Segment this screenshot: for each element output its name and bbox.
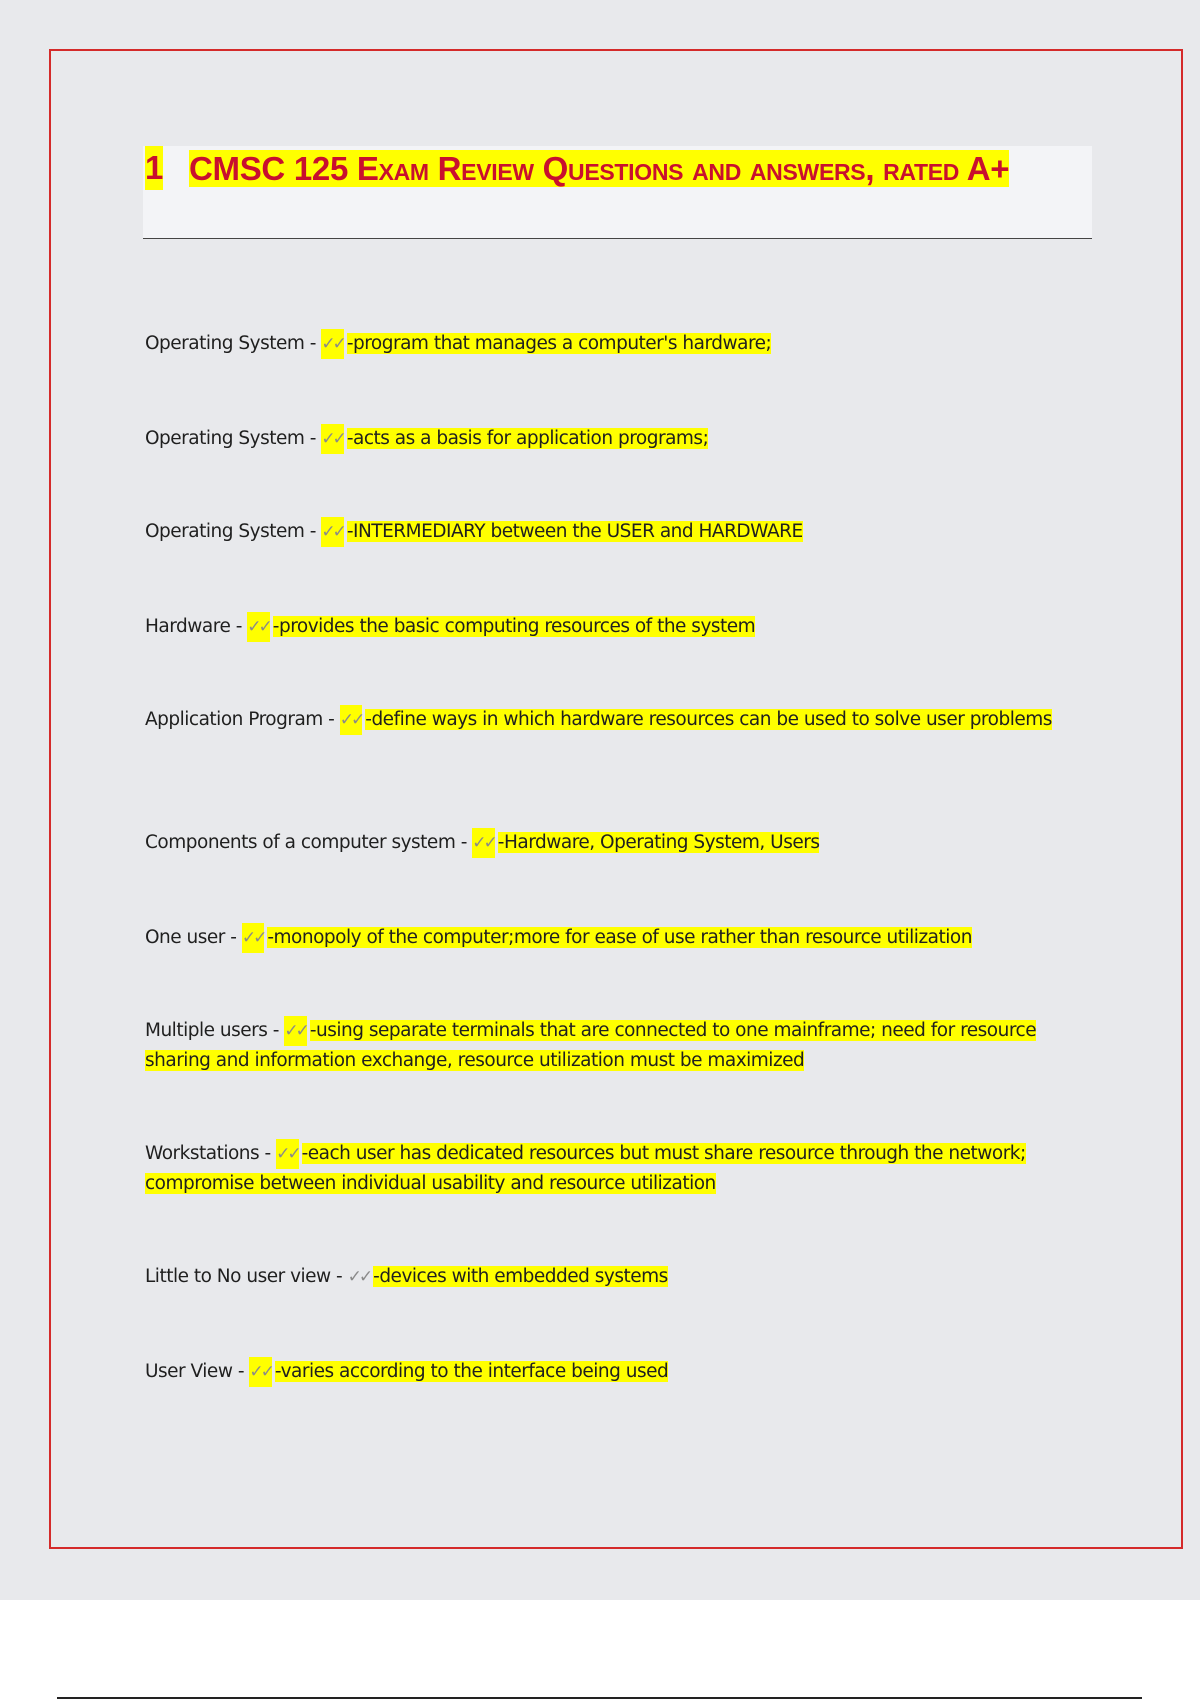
entry-term: Operating System - (145, 333, 316, 354)
entry-definition: -INTERMEDIARY between the USER and HARDWARE (346, 521, 803, 542)
entry-term: Components of a computer system - (145, 832, 467, 853)
check-mark-icon: ✓✓ (242, 923, 265, 953)
list-item (145, 828, 1095, 858)
list-item (145, 424, 1095, 454)
list-item (145, 705, 1095, 735)
entry-definition: -devices with embedded systems (373, 1266, 668, 1287)
check-mark-icon: ✓✓ (321, 517, 344, 547)
list-item (145, 1357, 1095, 1387)
entry-term: Operating System - (145, 521, 316, 542)
entry-term: Workstations - (145, 1143, 271, 1164)
entry-definition: -acts as a basis for application programs; (346, 428, 709, 449)
check-mark-icon: ✓✓ (284, 1016, 307, 1046)
entry-definition: -Hardware, Operating System, Users (497, 832, 820, 853)
entry-term: Hardware - (145, 616, 242, 637)
entry-definition: -provides the basic computing resources of the system (272, 616, 756, 637)
list-item (145, 1139, 1095, 1199)
check-mark-icon: ✓✓ (249, 1357, 272, 1387)
list-item (145, 923, 1095, 953)
entry-definition: -program that manages a computer's hardware; (346, 333, 772, 354)
list-item (145, 1262, 1095, 1292)
entry-term: One user - (145, 927, 237, 948)
entry-definition: -using separate terminals that are connected to one mainframe; need for resource sharing and information exchange, resource utilization must be maximized (145, 1020, 1037, 1071)
check-mark-icon: ✓✓ (321, 329, 344, 359)
check-mark-icon: ✓✓ (347, 1267, 371, 1287)
check-mark-icon: ✓✓ (321, 424, 344, 454)
list-item (145, 1016, 1095, 1076)
entry-definition: -varies according to the interface being used (274, 1361, 669, 1382)
list-item (145, 329, 1095, 359)
page-title-text: CMSC 125 Exam Review Questions and answers, rated A+ (189, 150, 1010, 187)
heading-number: 1 (145, 146, 163, 190)
page-border-frame (49, 49, 1183, 1549)
check-mark-icon: ✓✓ (276, 1139, 299, 1169)
entry-term: Operating System - (145, 428, 316, 449)
list-item (145, 517, 1095, 547)
entry-term: Little to No user view - (145, 1266, 343, 1287)
entry-term: Application Program - (145, 709, 335, 730)
title-block (143, 146, 1092, 239)
footer-divider (57, 1697, 1142, 1699)
page-title (189, 146, 1069, 191)
list-item (145, 612, 1095, 642)
check-mark-icon: ✓✓ (472, 828, 495, 858)
check-mark-icon: ✓✓ (247, 612, 270, 642)
entry-definition: -define ways in which hardware resources can be used to solve user problems (365, 709, 1052, 730)
entry-term: User View - (145, 1361, 245, 1382)
entry-term: Multiple users - (145, 1020, 279, 1041)
entry-definition: -monopoly of the computer;more for ease of use rather than resource utilization (267, 927, 972, 948)
entry-definition: -each user has dedicated resources but must share resource through the network; compromise between individual usability and resource utilization (145, 1143, 1026, 1194)
check-mark-icon: ✓✓ (340, 705, 363, 735)
